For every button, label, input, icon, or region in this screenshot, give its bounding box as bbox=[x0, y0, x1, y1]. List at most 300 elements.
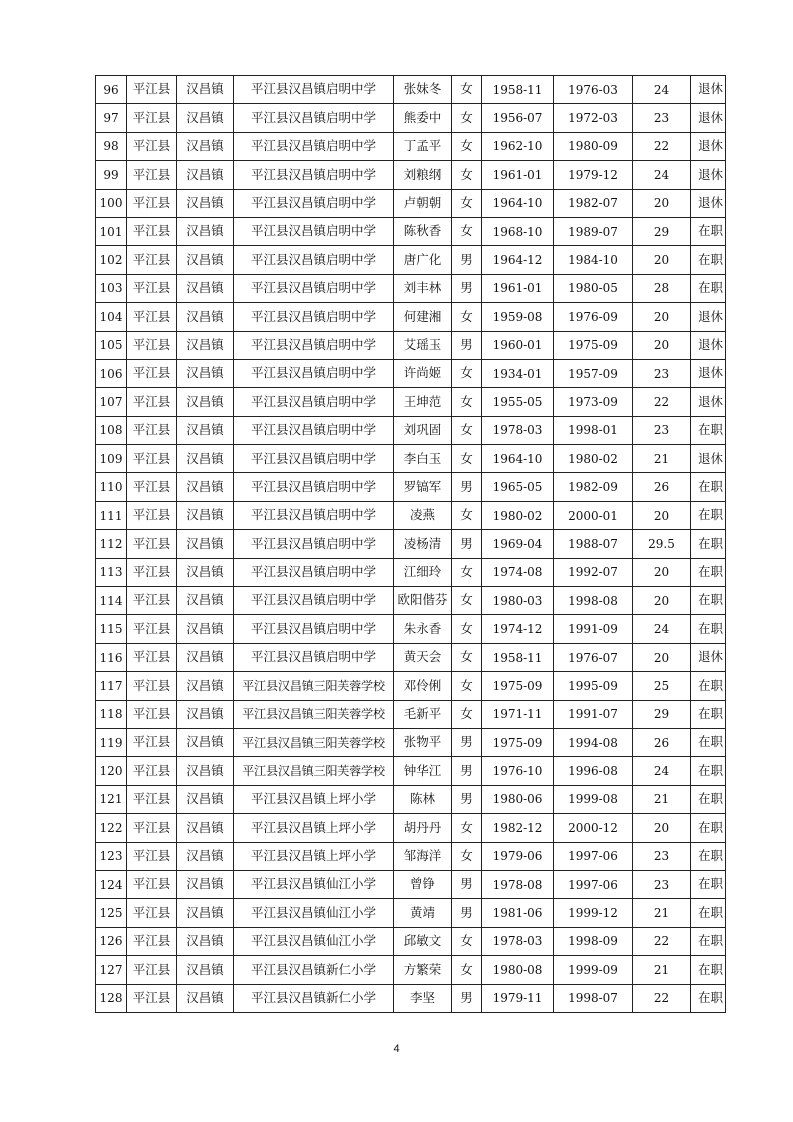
years-cell: 20 bbox=[633, 303, 691, 331]
town-cell: 汉昌镇 bbox=[177, 76, 234, 104]
name-cell: 欧阳偕芬 bbox=[394, 587, 452, 615]
gender-cell: 男 bbox=[452, 899, 482, 927]
name-cell: 卢朝朝 bbox=[394, 189, 452, 217]
birth-date-cell: 1980-08 bbox=[482, 956, 554, 984]
birth-date-cell: 1959-08 bbox=[482, 303, 554, 331]
name-cell: 张妹冬 bbox=[394, 76, 452, 104]
work-start-date-cell: 1982-09 bbox=[554, 473, 633, 501]
status-cell: 在职 bbox=[691, 416, 726, 444]
years-cell: 21 bbox=[633, 445, 691, 473]
county-cell: 平江县 bbox=[127, 189, 177, 217]
gender-cell: 女 bbox=[452, 303, 482, 331]
work-start-date-cell: 1994-08 bbox=[554, 728, 633, 756]
row-number-cell: 124 bbox=[96, 870, 127, 898]
table-row bbox=[96, 501, 726, 529]
table-row bbox=[96, 615, 726, 643]
county-cell: 平江县 bbox=[127, 927, 177, 955]
status-cell: 退休 bbox=[691, 643, 726, 671]
school-cell: 平江县汉昌镇启明中学 bbox=[234, 473, 394, 501]
town-cell: 汉昌镇 bbox=[177, 643, 234, 671]
county-cell: 平江县 bbox=[127, 757, 177, 785]
table-row bbox=[96, 728, 726, 756]
town-cell: 汉昌镇 bbox=[177, 303, 234, 331]
gender-cell: 男 bbox=[452, 274, 482, 302]
school-cell: 平江县汉昌镇启明中学 bbox=[234, 331, 394, 359]
name-cell: 凌杨清 bbox=[394, 530, 452, 558]
status-cell: 在职 bbox=[691, 984, 726, 1012]
birth-date-cell: 1978-08 bbox=[482, 870, 554, 898]
county-cell: 平江县 bbox=[127, 303, 177, 331]
status-cell: 在职 bbox=[691, 728, 726, 756]
name-cell: 陈林 bbox=[394, 785, 452, 813]
birth-date-cell: 1961-01 bbox=[482, 161, 554, 189]
years-cell: 24 bbox=[633, 161, 691, 189]
name-cell: 江细玲 bbox=[394, 558, 452, 586]
name-cell: 毛新平 bbox=[394, 700, 452, 728]
county-cell: 平江县 bbox=[127, 104, 177, 132]
town-cell: 汉昌镇 bbox=[177, 672, 234, 700]
school-cell: 平江县汉昌镇上坪小学 bbox=[234, 814, 394, 842]
gender-cell: 男 bbox=[452, 757, 482, 785]
years-cell: 24 bbox=[633, 757, 691, 785]
gender-cell: 女 bbox=[452, 501, 482, 529]
status-cell: 退休 bbox=[691, 104, 726, 132]
table-row bbox=[96, 274, 726, 302]
gender-cell: 男 bbox=[452, 530, 482, 558]
gender-cell: 男 bbox=[452, 246, 482, 274]
row-number-cell: 97 bbox=[96, 104, 127, 132]
school-cell: 平江县汉昌镇仙江小学 bbox=[234, 870, 394, 898]
birth-date-cell: 1982-12 bbox=[482, 814, 554, 842]
name-cell: 许尚姬 bbox=[394, 359, 452, 387]
row-number-cell: 96 bbox=[96, 76, 127, 104]
county-cell: 平江县 bbox=[127, 445, 177, 473]
years-cell: 22 bbox=[633, 388, 691, 416]
years-cell: 22 bbox=[633, 927, 691, 955]
status-cell: 退休 bbox=[691, 388, 726, 416]
county-cell: 平江县 bbox=[127, 388, 177, 416]
years-cell: 23 bbox=[633, 104, 691, 132]
row-number-cell: 118 bbox=[96, 700, 127, 728]
status-cell: 在职 bbox=[691, 217, 726, 245]
row-number-cell: 104 bbox=[96, 303, 127, 331]
status-cell: 退休 bbox=[691, 132, 726, 160]
town-cell: 汉昌镇 bbox=[177, 814, 234, 842]
county-cell: 平江县 bbox=[127, 473, 177, 501]
school-cell: 平江县汉昌镇启明中学 bbox=[234, 303, 394, 331]
status-cell: 在职 bbox=[691, 274, 726, 302]
name-cell: 刘粮纲 bbox=[394, 161, 452, 189]
town-cell: 汉昌镇 bbox=[177, 927, 234, 955]
county-cell: 平江县 bbox=[127, 331, 177, 359]
gender-cell: 女 bbox=[452, 956, 482, 984]
row-number-cell: 128 bbox=[96, 984, 127, 1012]
county-cell: 平江县 bbox=[127, 217, 177, 245]
table-row bbox=[96, 104, 726, 132]
school-cell: 平江县汉昌镇三阳芙蓉学校 bbox=[234, 700, 394, 728]
gender-cell: 女 bbox=[452, 359, 482, 387]
school-cell: 平江县汉昌镇启明中学 bbox=[234, 445, 394, 473]
town-cell: 汉昌镇 bbox=[177, 956, 234, 984]
town-cell: 汉昌镇 bbox=[177, 501, 234, 529]
row-number-cell: 116 bbox=[96, 643, 127, 671]
work-start-date-cell: 1998-08 bbox=[554, 587, 633, 615]
work-start-date-cell: 1997-06 bbox=[554, 842, 633, 870]
row-number-cell: 125 bbox=[96, 899, 127, 927]
birth-date-cell: 1979-11 bbox=[482, 984, 554, 1012]
school-cell: 平江县汉昌镇启明中学 bbox=[234, 104, 394, 132]
table-row bbox=[96, 530, 726, 558]
county-cell: 平江县 bbox=[127, 984, 177, 1012]
name-cell: 胡丹丹 bbox=[394, 814, 452, 842]
gender-cell: 男 bbox=[452, 870, 482, 898]
birth-date-cell: 1978-03 bbox=[482, 416, 554, 444]
table-row bbox=[96, 558, 726, 586]
town-cell: 汉昌镇 bbox=[177, 899, 234, 927]
years-cell: 20 bbox=[633, 814, 691, 842]
status-cell: 在职 bbox=[691, 246, 726, 274]
status-cell: 在职 bbox=[691, 956, 726, 984]
work-start-date-cell: 1998-01 bbox=[554, 416, 633, 444]
school-cell: 平江县汉昌镇启明中学 bbox=[234, 643, 394, 671]
row-number-cell: 126 bbox=[96, 927, 127, 955]
birth-date-cell: 1956-07 bbox=[482, 104, 554, 132]
table-row bbox=[96, 984, 726, 1012]
work-start-date-cell: 1999-08 bbox=[554, 785, 633, 813]
name-cell: 李白玉 bbox=[394, 445, 452, 473]
school-cell: 平江县汉昌镇启明中学 bbox=[234, 416, 394, 444]
birth-date-cell: 1981-06 bbox=[482, 899, 554, 927]
gender-cell: 女 bbox=[452, 672, 482, 700]
status-cell: 在职 bbox=[691, 870, 726, 898]
town-cell: 汉昌镇 bbox=[177, 870, 234, 898]
name-cell: 钟华江 bbox=[394, 757, 452, 785]
status-cell: 在职 bbox=[691, 587, 726, 615]
table-row bbox=[96, 700, 726, 728]
name-cell: 何建湘 bbox=[394, 303, 452, 331]
school-cell: 平江县汉昌镇上坪小学 bbox=[234, 842, 394, 870]
school-cell: 平江县汉昌镇启明中学 bbox=[234, 132, 394, 160]
status-cell: 退休 bbox=[691, 161, 726, 189]
table-row bbox=[96, 189, 726, 217]
birth-date-cell: 1980-02 bbox=[482, 501, 554, 529]
work-start-date-cell: 1998-09 bbox=[554, 927, 633, 955]
gender-cell: 女 bbox=[452, 643, 482, 671]
status-cell: 在职 bbox=[691, 473, 726, 501]
years-cell: 21 bbox=[633, 899, 691, 927]
school-cell: 平江县汉昌镇启明中学 bbox=[234, 217, 394, 245]
school-cell: 平江县汉昌镇三阳芙蓉学校 bbox=[234, 672, 394, 700]
years-cell: 20 bbox=[633, 643, 691, 671]
birth-date-cell: 1964-10 bbox=[482, 189, 554, 217]
table-row bbox=[96, 899, 726, 927]
work-start-date-cell: 1988-07 bbox=[554, 530, 633, 558]
county-cell: 平江县 bbox=[127, 132, 177, 160]
years-cell: 20 bbox=[633, 587, 691, 615]
birth-date-cell: 1974-08 bbox=[482, 558, 554, 586]
status-cell: 在职 bbox=[691, 615, 726, 643]
row-number-cell: 98 bbox=[96, 132, 127, 160]
birth-date-cell: 1969-04 bbox=[482, 530, 554, 558]
town-cell: 汉昌镇 bbox=[177, 189, 234, 217]
school-cell: 平江县汉昌镇启明中学 bbox=[234, 359, 394, 387]
gender-cell: 女 bbox=[452, 161, 482, 189]
county-cell: 平江县 bbox=[127, 785, 177, 813]
county-cell: 平江县 bbox=[127, 274, 177, 302]
town-cell: 汉昌镇 bbox=[177, 587, 234, 615]
gender-cell: 女 bbox=[452, 814, 482, 842]
town-cell: 汉昌镇 bbox=[177, 728, 234, 756]
birth-date-cell: 1962-10 bbox=[482, 132, 554, 160]
table-row bbox=[96, 303, 726, 331]
name-cell: 黄天会 bbox=[394, 643, 452, 671]
work-start-date-cell: 1982-07 bbox=[554, 189, 633, 217]
status-cell: 在职 bbox=[691, 700, 726, 728]
name-cell: 艾瑶玉 bbox=[394, 331, 452, 359]
years-cell: 24 bbox=[633, 615, 691, 643]
table-row bbox=[96, 359, 726, 387]
county-cell: 平江县 bbox=[127, 587, 177, 615]
work-start-date-cell: 1999-09 bbox=[554, 956, 633, 984]
work-start-date-cell: 1996-08 bbox=[554, 757, 633, 785]
work-start-date-cell: 1973-09 bbox=[554, 388, 633, 416]
years-cell: 20 bbox=[633, 331, 691, 359]
name-cell: 熊委中 bbox=[394, 104, 452, 132]
table-row bbox=[96, 217, 726, 245]
work-start-date-cell: 1979-12 bbox=[554, 161, 633, 189]
row-number-cell: 99 bbox=[96, 161, 127, 189]
row-number-cell: 122 bbox=[96, 814, 127, 842]
years-cell: 23 bbox=[633, 870, 691, 898]
gender-cell: 女 bbox=[452, 445, 482, 473]
table-row bbox=[96, 785, 726, 813]
school-cell: 平江县汉昌镇启明中学 bbox=[234, 587, 394, 615]
row-number-cell: 113 bbox=[96, 558, 127, 586]
county-cell: 平江县 bbox=[127, 814, 177, 842]
row-number-cell: 123 bbox=[96, 842, 127, 870]
county-cell: 平江县 bbox=[127, 501, 177, 529]
years-cell: 22 bbox=[633, 984, 691, 1012]
status-cell: 在职 bbox=[691, 558, 726, 586]
years-cell: 29.5 bbox=[633, 530, 691, 558]
work-start-date-cell: 1972-03 bbox=[554, 104, 633, 132]
school-cell: 平江县汉昌镇新仁小学 bbox=[234, 956, 394, 984]
work-start-date-cell: 1997-06 bbox=[554, 870, 633, 898]
work-start-date-cell: 1999-12 bbox=[554, 899, 633, 927]
school-cell: 平江县汉昌镇启明中学 bbox=[234, 76, 394, 104]
name-cell: 丁孟平 bbox=[394, 132, 452, 160]
town-cell: 汉昌镇 bbox=[177, 217, 234, 245]
row-number-cell: 109 bbox=[96, 445, 127, 473]
work-start-date-cell: 1976-09 bbox=[554, 303, 633, 331]
school-cell: 平江县汉昌镇启明中学 bbox=[234, 274, 394, 302]
work-start-date-cell: 1992-07 bbox=[554, 558, 633, 586]
town-cell: 汉昌镇 bbox=[177, 104, 234, 132]
row-number-cell: 105 bbox=[96, 331, 127, 359]
row-number-cell: 102 bbox=[96, 246, 127, 274]
table-row bbox=[96, 331, 726, 359]
county-cell: 平江县 bbox=[127, 530, 177, 558]
town-cell: 汉昌镇 bbox=[177, 530, 234, 558]
table-row bbox=[96, 388, 726, 416]
county-cell: 平江县 bbox=[127, 359, 177, 387]
work-start-date-cell: 1984-10 bbox=[554, 246, 633, 274]
name-cell: 李坚 bbox=[394, 984, 452, 1012]
birth-date-cell: 1961-01 bbox=[482, 274, 554, 302]
work-start-date-cell: 1989-07 bbox=[554, 217, 633, 245]
years-cell: 23 bbox=[633, 842, 691, 870]
row-number-cell: 120 bbox=[96, 757, 127, 785]
row-number-cell: 107 bbox=[96, 388, 127, 416]
county-cell: 平江县 bbox=[127, 76, 177, 104]
work-start-date-cell: 1980-02 bbox=[554, 445, 633, 473]
birth-date-cell: 1934-01 bbox=[482, 359, 554, 387]
school-cell: 平江县汉昌镇启明中学 bbox=[234, 501, 394, 529]
name-cell: 方繁荣 bbox=[394, 956, 452, 984]
birth-date-cell: 1978-03 bbox=[482, 927, 554, 955]
school-cell: 平江县汉昌镇三阳芙蓉学校 bbox=[234, 757, 394, 785]
gender-cell: 女 bbox=[452, 132, 482, 160]
table-row bbox=[96, 161, 726, 189]
birth-date-cell: 1958-11 bbox=[482, 76, 554, 104]
county-cell: 平江县 bbox=[127, 728, 177, 756]
row-number-cell: 103 bbox=[96, 274, 127, 302]
work-start-date-cell: 2000-01 bbox=[554, 501, 633, 529]
table-row bbox=[96, 587, 726, 615]
town-cell: 汉昌镇 bbox=[177, 416, 234, 444]
name-cell: 朱永香 bbox=[394, 615, 452, 643]
name-cell: 邱敏文 bbox=[394, 927, 452, 955]
birth-date-cell: 1974-12 bbox=[482, 615, 554, 643]
work-start-date-cell: 1995-09 bbox=[554, 672, 633, 700]
town-cell: 汉昌镇 bbox=[177, 473, 234, 501]
town-cell: 汉昌镇 bbox=[177, 359, 234, 387]
name-cell: 邹海洋 bbox=[394, 842, 452, 870]
years-cell: 29 bbox=[633, 700, 691, 728]
name-cell: 黄靖 bbox=[394, 899, 452, 927]
table-row bbox=[96, 842, 726, 870]
status-cell: 在职 bbox=[691, 530, 726, 558]
town-cell: 汉昌镇 bbox=[177, 445, 234, 473]
gender-cell: 女 bbox=[452, 927, 482, 955]
name-cell: 罗镐军 bbox=[394, 473, 452, 501]
school-cell: 平江县汉昌镇启明中学 bbox=[234, 246, 394, 274]
row-number-cell: 114 bbox=[96, 587, 127, 615]
work-start-date-cell: 1980-09 bbox=[554, 132, 633, 160]
status-cell: 在职 bbox=[691, 757, 726, 785]
row-number-cell: 110 bbox=[96, 473, 127, 501]
status-cell: 退休 bbox=[691, 445, 726, 473]
name-cell: 张物平 bbox=[394, 728, 452, 756]
town-cell: 汉昌镇 bbox=[177, 558, 234, 586]
name-cell: 陈秋香 bbox=[394, 217, 452, 245]
gender-cell: 男 bbox=[452, 728, 482, 756]
status-cell: 在职 bbox=[691, 899, 726, 927]
years-cell: 24 bbox=[633, 76, 691, 104]
work-start-date-cell: 2000-12 bbox=[554, 814, 633, 842]
row-number-cell: 121 bbox=[96, 785, 127, 813]
county-cell: 平江县 bbox=[127, 246, 177, 274]
row-number-cell: 112 bbox=[96, 530, 127, 558]
years-cell: 20 bbox=[633, 501, 691, 529]
years-cell: 26 bbox=[633, 728, 691, 756]
town-cell: 汉昌镇 bbox=[177, 246, 234, 274]
table-row bbox=[96, 643, 726, 671]
row-number-cell: 119 bbox=[96, 728, 127, 756]
town-cell: 汉昌镇 bbox=[177, 984, 234, 1012]
table-row bbox=[96, 76, 726, 104]
teacher-roster-table bbox=[95, 75, 726, 1013]
years-cell: 29 bbox=[633, 217, 691, 245]
row-number-cell: 117 bbox=[96, 672, 127, 700]
row-number-cell: 111 bbox=[96, 501, 127, 529]
town-cell: 汉昌镇 bbox=[177, 615, 234, 643]
status-cell: 在职 bbox=[691, 501, 726, 529]
status-cell: 退休 bbox=[691, 189, 726, 217]
status-cell: 退休 bbox=[691, 331, 726, 359]
work-start-date-cell: 1980-05 bbox=[554, 274, 633, 302]
birth-date-cell: 1979-06 bbox=[482, 842, 554, 870]
birth-date-cell: 1975-09 bbox=[482, 728, 554, 756]
birth-date-cell: 1964-10 bbox=[482, 445, 554, 473]
page-number: 4 bbox=[393, 1043, 400, 1055]
birth-date-cell: 1975-09 bbox=[482, 672, 554, 700]
table-row bbox=[96, 246, 726, 274]
town-cell: 汉昌镇 bbox=[177, 161, 234, 189]
years-cell: 21 bbox=[633, 956, 691, 984]
name-cell: 刘丰林 bbox=[394, 274, 452, 302]
birth-date-cell: 1971-11 bbox=[482, 700, 554, 728]
table-row bbox=[96, 445, 726, 473]
town-cell: 汉昌镇 bbox=[177, 842, 234, 870]
row-number-cell: 100 bbox=[96, 189, 127, 217]
birth-date-cell: 1955-05 bbox=[482, 388, 554, 416]
county-cell: 平江县 bbox=[127, 842, 177, 870]
work-start-date-cell: 1957-09 bbox=[554, 359, 633, 387]
name-cell: 唐广化 bbox=[394, 246, 452, 274]
status-cell: 在职 bbox=[691, 927, 726, 955]
name-cell: 王坤范 bbox=[394, 388, 452, 416]
school-cell: 平江县汉昌镇启明中学 bbox=[234, 161, 394, 189]
name-cell: 曾铮 bbox=[394, 870, 452, 898]
county-cell: 平江县 bbox=[127, 700, 177, 728]
status-cell: 退休 bbox=[691, 303, 726, 331]
work-start-date-cell: 1976-07 bbox=[554, 643, 633, 671]
town-cell: 汉昌镇 bbox=[177, 700, 234, 728]
gender-cell: 女 bbox=[452, 615, 482, 643]
town-cell: 汉昌镇 bbox=[177, 331, 234, 359]
birth-date-cell: 1980-03 bbox=[482, 587, 554, 615]
school-cell: 平江县汉昌镇新仁小学 bbox=[234, 984, 394, 1012]
table-row bbox=[96, 927, 726, 955]
years-cell: 20 bbox=[633, 189, 691, 217]
birth-date-cell: 1965-05 bbox=[482, 473, 554, 501]
status-cell: 退休 bbox=[691, 359, 726, 387]
birth-date-cell: 1964-12 bbox=[482, 246, 554, 274]
birth-date-cell: 1968-10 bbox=[482, 217, 554, 245]
gender-cell: 女 bbox=[452, 217, 482, 245]
roster-body bbox=[96, 76, 726, 1013]
name-cell: 邓伶俐 bbox=[394, 672, 452, 700]
row-number-cell: 101 bbox=[96, 217, 127, 245]
table-row bbox=[96, 132, 726, 160]
status-cell: 在职 bbox=[691, 672, 726, 700]
table-row bbox=[96, 672, 726, 700]
school-cell: 平江县汉昌镇仙江小学 bbox=[234, 927, 394, 955]
county-cell: 平江县 bbox=[127, 416, 177, 444]
town-cell: 汉昌镇 bbox=[177, 388, 234, 416]
table-row bbox=[96, 956, 726, 984]
